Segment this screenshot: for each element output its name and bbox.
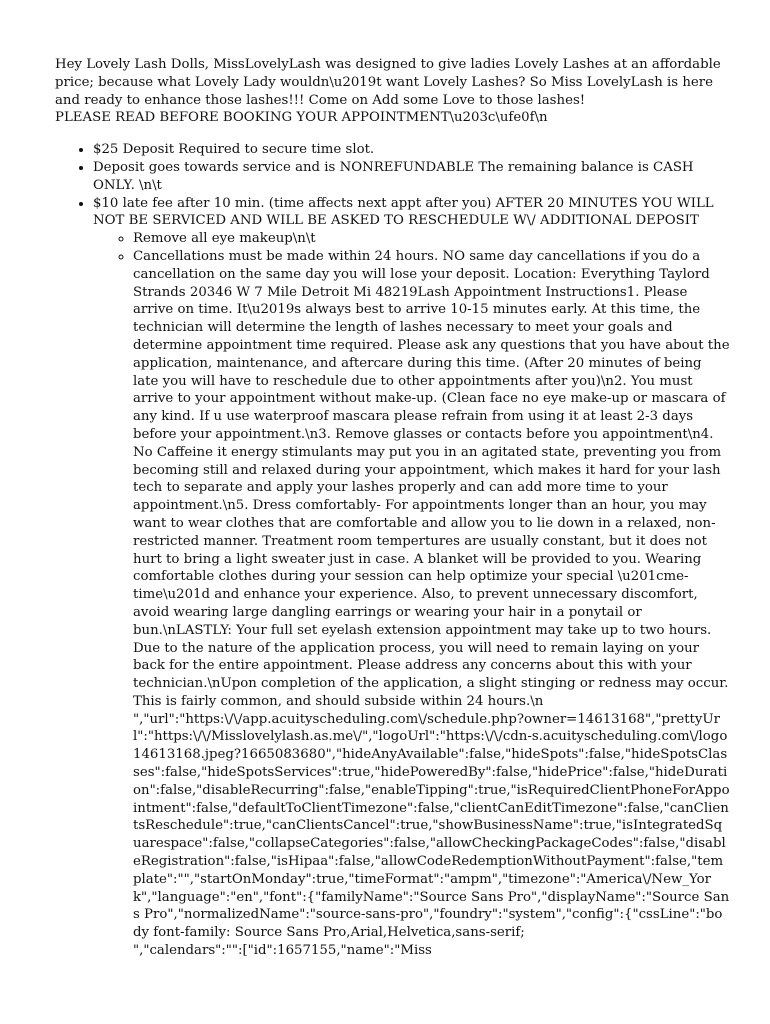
intro-paragraph — [55, 56, 730, 127]
policy-item-late-fee-text: $10 late fee after 10 min. (time affects next appt after you) AFTER 20 MINUTES YOU WILL NOT BE SERVICED AND WILL BE ASKED TO RESCHEDULE W\/ ADDITIONAL DEPOSIT — [93, 195, 714, 229]
scheduler-config-text: ","url":"https:\/\/app.acuityscheduling.com\/schedule.php?owner=14613168","prettyUrl":"https:\/\/Misslovelylash.as.me\/","logoUrl":"https:\/\/cdn-s.acuityscheduling.com\/logo14613168.jpeg?1665083680","hideAnyAvailable":false,"hideSpots":false,"hideSpotsClasses":false,"hideSpotsServices":true,"hidePoweredBy":false,"hidePrice":false,"hideDuration":false,"disableRecurring":false,"enableTipping":true,"isRequiredClientPhoneForAppointment":false,"defaultToClientTimezone":false,"clientCanEditTimezone":false,"canClientsReschedule":true,"canClientsCancel":true,"showBusinessName":true,"isIntegratedSquarespace":false,"collapseCategories":false,"allowCheckingPackageCodes":false,"disableRegistration":false,"isHipaa":false,"allowCodeRedemptionWithoutPayment":false,"template":"","startOnMonday":true,"timeFormat":"ampm","timezone":"America\/New_York","language":"en","font":{"familyName":"Source Sans Pro","displayName":"Source Sans Pro","normalizedName":"source-sans-pro","foundry":"system","config":{"cssLine":"body font-family: Source Sans Pro,Arial,Helvetica,sans-serif; — [133, 711, 730, 941]
policy-sub-list — [93, 230, 730, 960]
policy-item-deposit: • $25 Deposit Required to secure time slot. — [93, 141, 730, 159]
cancellation-instructions-text: ◦ Cancellations must be made within 24 hours. NO same day cancellations if you do a cancellation on the same day you will lose your deposit. Location: Everything Taylord Strands 20346 W 7 Mile Detroit Mi 48219Lash Appointment Instructions1. Please arrive on time. It\u2019s always best to arrive 10-15 minutes early. At this time, the technician will determine the length of lashes necessary to meet your goals and determine appointment time required. Please ask any questions that you have about the application, maintenance, and aftercare during this time. (After 20 minutes of being late you will have to reschedule due to other appointments after you)\n2. You must arrive to your appointment without make-up. (Clean face no eye make-up or mascara of any kind. If u use waterproof mascara please refrain from using it at least 2-3 days before your appointment.\n3. Remove glasses or contacts before you appointment\n4. No Caffeine it energy stimulants may put you in an agitated state, preventing you from becoming still and relaxed during your appointment, which makes it hard for your lash tech to separate and apply your lashes properly and can add more time to your appointment.\n5. Dress comfortably- For appointments longer than an hour, you may want to wear clothes that are comfortable and allow you to lie down in a relaxed, non-restricted manner. Treatment room tempertures are usually constant, but it does not hurt to bring a light sweater just in case. A blanket will be provided to you. Wearing comfortable clothes during your session can help optimize your special \u201cme-time\u201d and enhance your experience. Also, to prevent unnecessary discomfort, avoid wearing large dangling earrings or wearing your hair in a ponytail or bun.\nLASTLY: Your full set eyelash extension appointment may take up to two hours. Due to the nature of the application process, you will need to remain laying on your back for the entire appointment. Please address any concerns about this with your technician.\nUpon completion of the application, a slight stinging or redness may occur. This is fairly common, and should subside within 24 hours.\n — [133, 248, 730, 709]
intro-read-before-booking: PLEASE READ BEFORE BOOKING YOUR APPOINTMENT\u203c\ufe0f\n — [55, 110, 548, 126]
scheduler-calendars-text: ","calendars":"":["id":1657155,"name":"Miss — [133, 943, 432, 959]
sub-item-cancellations — [133, 248, 730, 960]
policy-list — [55, 141, 730, 960]
intro-welcome-text: Hey Lovely Lash Dolls, MissLovelyLash was designed to give ladies Lovely Lashes at an affordable price; because what Lovely Lady wouldn\u2019t want Lovely Lashes? So Miss LovelyLash is here and ready to enhance those lashes!!! Come on Add some Love to those lashes! — [55, 57, 721, 108]
sub-item-remove-makeup: ◦ Remove all eye makeup\n\t — [133, 230, 730, 248]
policy-item-late-fee — [93, 195, 730, 960]
policy-item-nonrefundable: • Deposit goes towards service and is NONREFUNDABLE The remaining balance is CASH ONLY. \n\t — [93, 159, 730, 195]
